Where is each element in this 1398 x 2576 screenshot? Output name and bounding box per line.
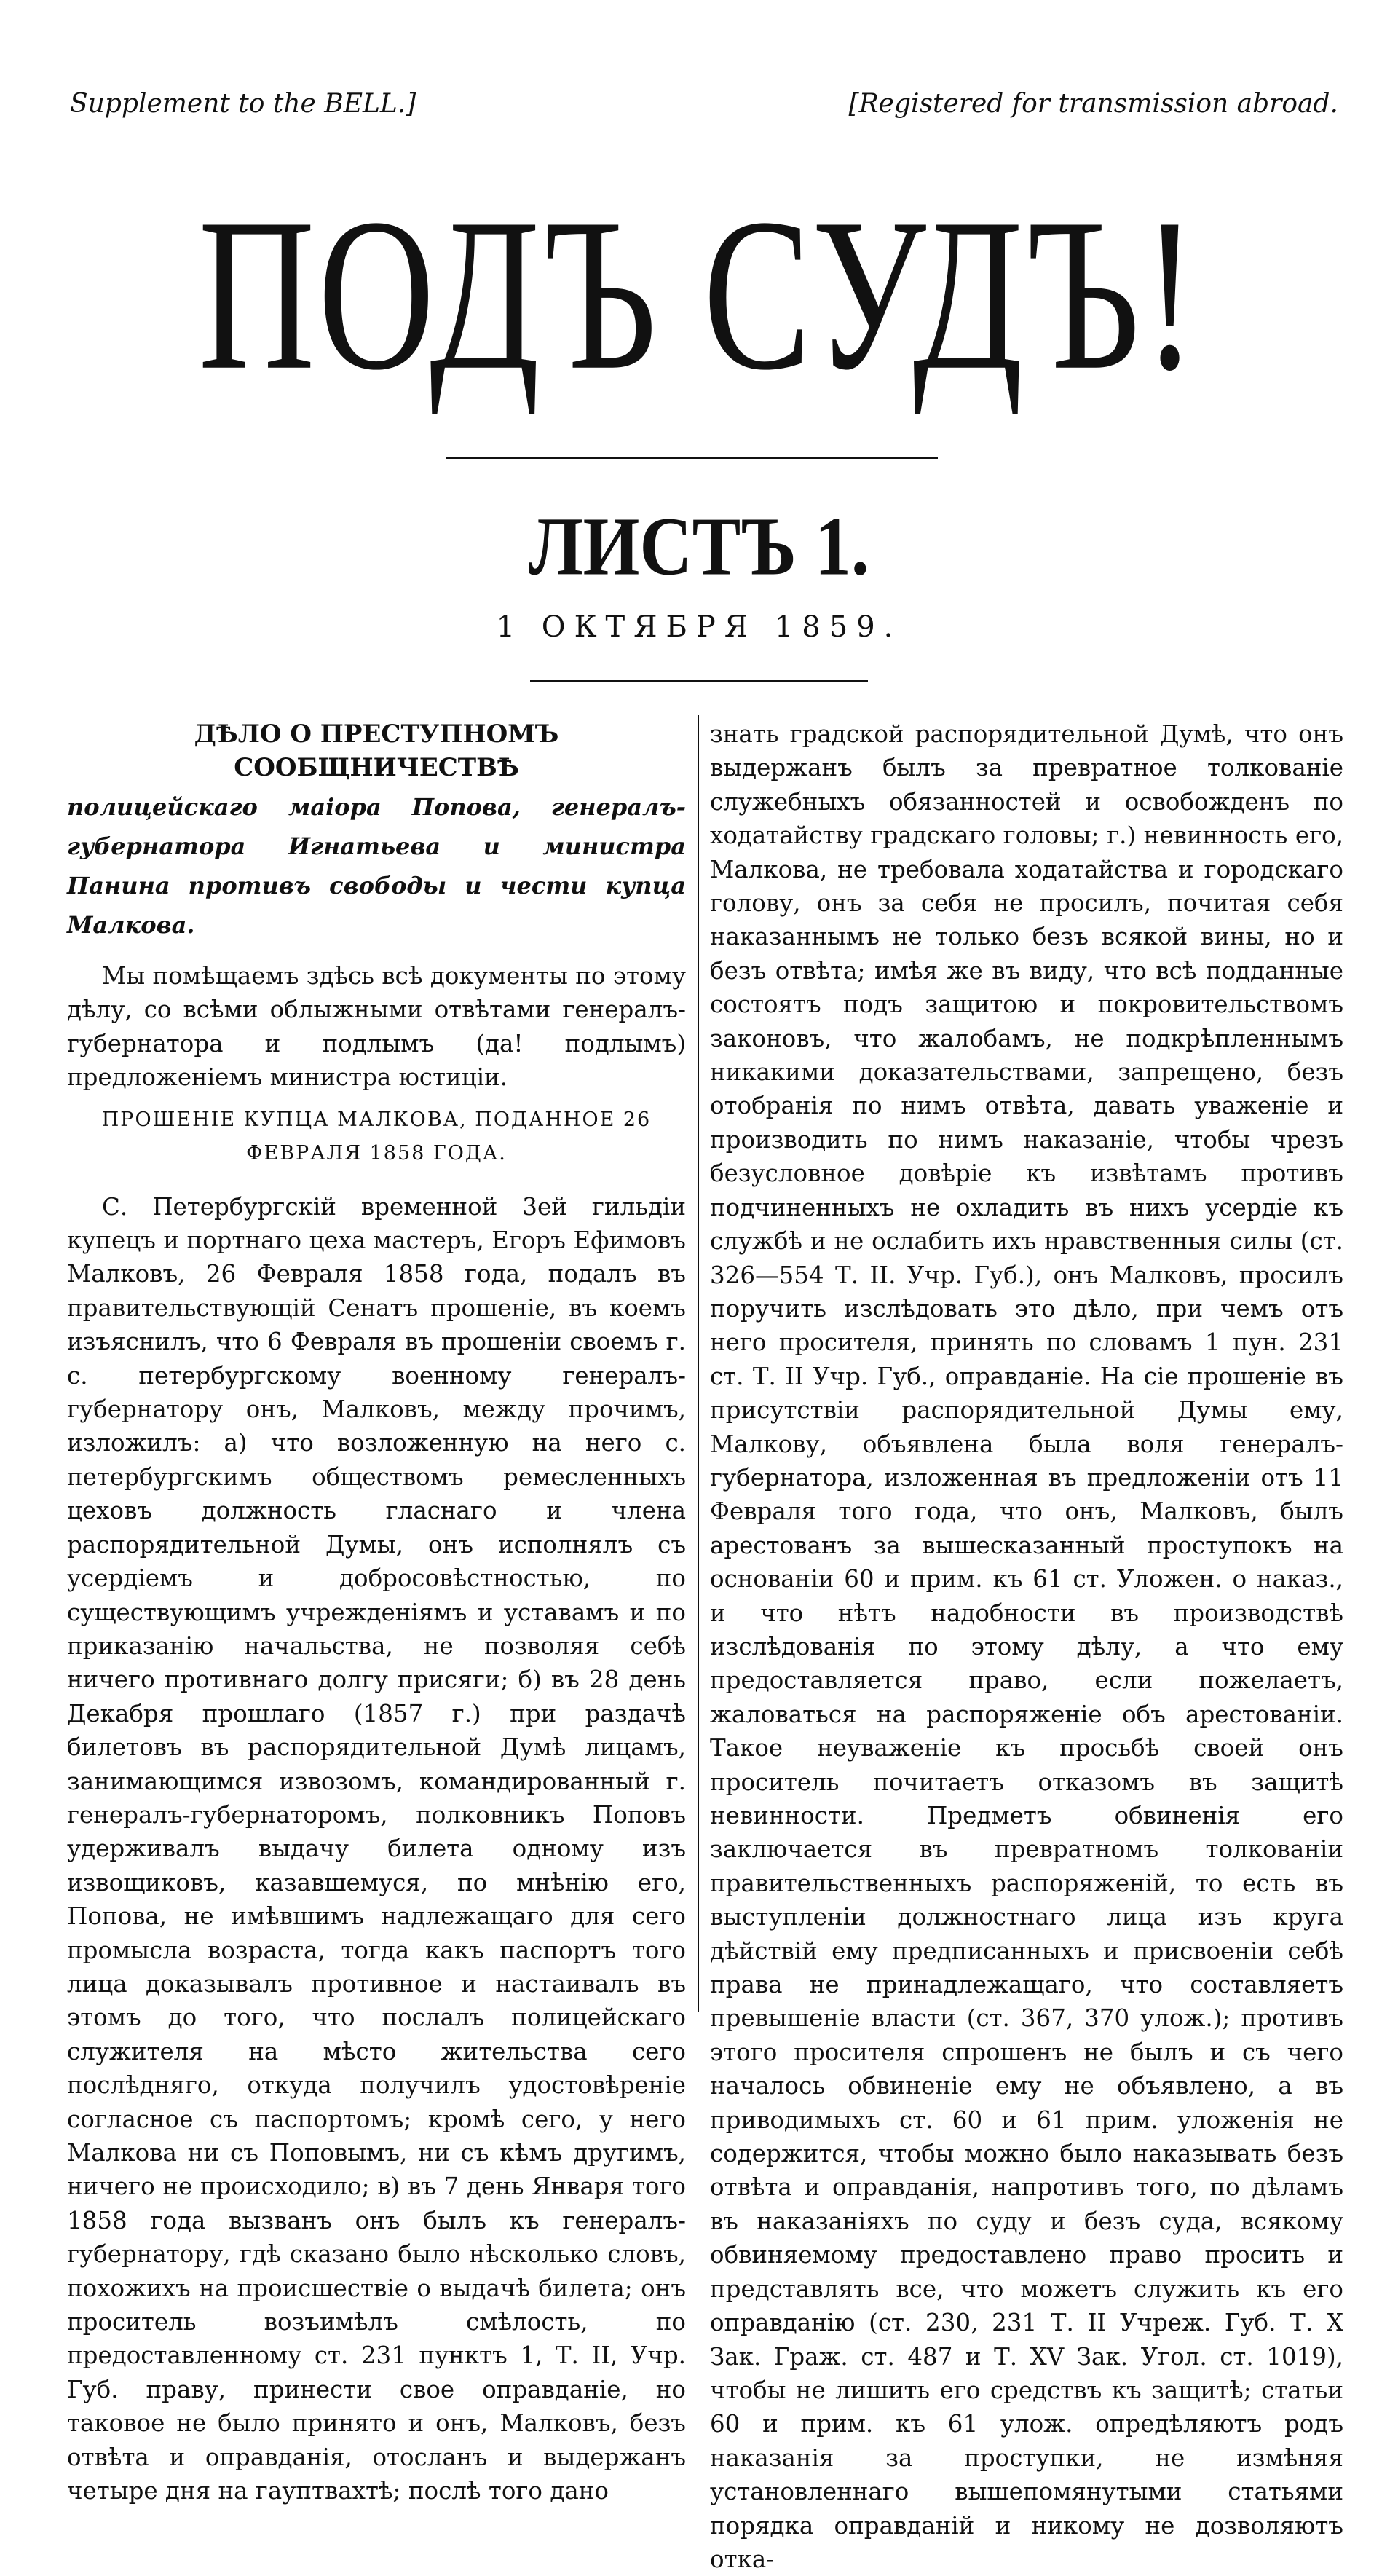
article-title: ДѢЛО О ПРЕСТУПНОМЪ СООБЩНИЧЕСТВѢ [194,720,559,782]
registration-note: [Registered for transmission abroad. [848,89,1338,119]
supplement-note: Supplement to the BELL.] [70,89,416,119]
masthead-rule [446,457,938,459]
issue-date: 1 ОКТЯБРЯ 1859. [496,610,902,644]
sheet-number: ЛИСТЪ 1. [529,500,869,593]
article-subtitle: полицейскаго маіора Попова, генералъ-губернатора Игнатьева и министра Панина противъ свободы и чести купца Малкова. [67,793,686,939]
date-rule [530,680,868,682]
masthead-title: ПОДЪ СУДЪ! [198,173,1200,416]
petition-heading: ПРОШЕНІЕ КУПЦА МАЛКОВА, ПОДАННОЕ 26 ФЕВРАЛЯ 1858 ГОДА. [101,1108,652,1165]
right-column [710,717,1343,2576]
column-divider [698,715,699,2012]
right-body-text: знать градской распорядительной Думѣ, что онъ выдержанъ былъ за превратное толкованіе служебныхъ обязанностей и освобожденъ по ходатайству градскаго головы; г.) невинность его, Малкова, не требовала ходатайства и городскаго голову, онъ за себя не просилъ, почитая себя наказаннымъ не только безъ всякой вины, но и безъ отвѣта; имѣя же въ виду, что всѣ подданные состоятъ подъ защитою и покровительствомъ законовъ, что жалобамъ, не подкрѣпленнымъ никакими доказательствами, запрещено, безъ отобранія по нимъ отвѣта, давать уваженіе и производить по нимъ наказаніе, чтобы чрезъ безусловное довѣріе къ извѣтамъ противъ подчиненныхъ не охладить въ нихъ усердіе къ службѣ и не ослабить ихъ нравственныя силы (ст. 326—554 Т. II. Учр. Губ.), онъ Малковъ, просилъ поручить изслѣдовать это дѣло, при чемъ отъ него просителя, принять по словамъ 1 пун. 231 ст. Т. II Учр. Губ., оправданіе. На сіе прошеніе въ присутствіи распорядительной Думы ему, Малкову, объявлена была воля генералъ-губернатора, изложенная въ предложеніи отъ 11 Февраля того года, что онъ, Малковъ, былъ арестованъ за вышесказанный проступокъ на основаніи 60 и прим. къ 61 ст. Уложен. о наказ., и что нѣтъ надобности въ производствѣ изслѣдованія по этому дѣлу, а что ему предоставляется право, если пожелаетъ, жаловаться на распоряженіе объ арестованіи. Такое неуваженіе къ просьбѣ своей онъ проситель почитаетъ отказомъ въ защитѣ невинности. Предметъ обвиненія его заключается въ превратномъ толкованіи правительственныхъ распоряженій, то есть въ выступленіи должностнаго лица изъ круга дѣйствій ему предписанныхъ и присвоеніи себѣ права не принадлежащаго, что составляетъ превышеніе власти (ст. 367, 370 улож.); противъ этого просителя спрошенъ не былъ и съ чего началось обвиненіе ему не объявлено, а въ приводимыхъ ст. 60 и 61 прим. уложенія не содержится, чтобы можно было наказывать безъ отвѣта и оправданія, напротивъ того, по дѣламъ въ наказаніяхъ по суду и безъ суда, всякому обвиняемому предоставлено право просить и представлять все, что можетъ служить къ его оправданію (ст. 230, 231 Т. II Учреж. Губ. Т. X Зак. Граж. ст. 487 и Т. XV Зак. Угол. ст. 1019), чтобы не лишить его средствъ къ защитѣ; статьи 60 и прим. къ 61 улож. опредѣляютъ родъ наказанія за проступки, не измѣняя установленнаго вышепомянутыми статьями порядка оправданій и никому не дозволяютъ отка- [710,720,1343,2573]
left-body-text: С. Петербургскій временной 3ей гильдіи купецъ и портнаго цеха мастеръ, Егоръ Ефимовъ Малковъ, 26 Февраля 1858 года, подалъ въ правительствующій Сенатъ прошеніе, въ коемъ изъяснилъ, что 6 Февраля въ прошеніи своемъ г. с. петербургскому военному генералъ-губернатору онъ, Малковъ, между прочимъ, изложилъ: а) что возложенную на него с. петербургскимъ обществомъ ремесленныхъ цеховъ должность гласнаго и члена распорядительной Думы, онъ исполнялъ съ усердіемъ и добросовѣстностью, по существующимъ учрежденіямъ и уставамъ и по приказанію начальства, не позволяя себѣ ничего противнаго долгу присяги; б) въ 28 день Декабря прошлаго (1857 г.) при раздачѣ билетовъ въ распорядительной Думѣ лицамъ, занимающимся извозомъ, командированный г. генералъ-губернаторомъ, полковникъ Поповъ удерживалъ выдачу билета одному изъ извощиковъ, казавшемуся, по мнѣнію его, Попова, не имѣвшимъ надлежащаго для сего промысла возраста, тогда какъ паспортъ того лица доказывалъ противное и настаивалъ въ этомъ до того, что послалъ полицейскаго служителя на мѣсто жительства сего послѣдняго, откуда получилъ удостовѣреніе согласное съ паспортомъ; кромѣ сего, у него Малкова ни съ Поповымъ, ни съ кѣмъ другимъ, ничего не происходило; в) въ 7 день Января того 1858 года вызванъ онъ былъ къ генералъ-губернатору, гдѣ сказано было нѣсколько словъ, похожихъ на происшествіе о выдачѣ билета; онъ проситель возъимѣлъ смѣлость, по предоставленному ст. 231 пунктъ 1, Т. II, Учр. Губ. праву, принести свое оправданіе, но таковое не было принято и онъ, Малковъ, безъ отвѣта и оправданія, отосланъ и выдержанъ четыре дня на гауптвахтѣ; послѣ того дано [67,1192,686,2505]
editorial-intro: Мы помѣщаемъ здѣсь всѣ документы по этому дѣлу, со всѣми облыжными отвѣтами генералъ-губернатора и подлымъ (да! подлымъ) предложеніемъ министра юстиціи. [67,962,686,1092]
left-column [67,717,686,2508]
